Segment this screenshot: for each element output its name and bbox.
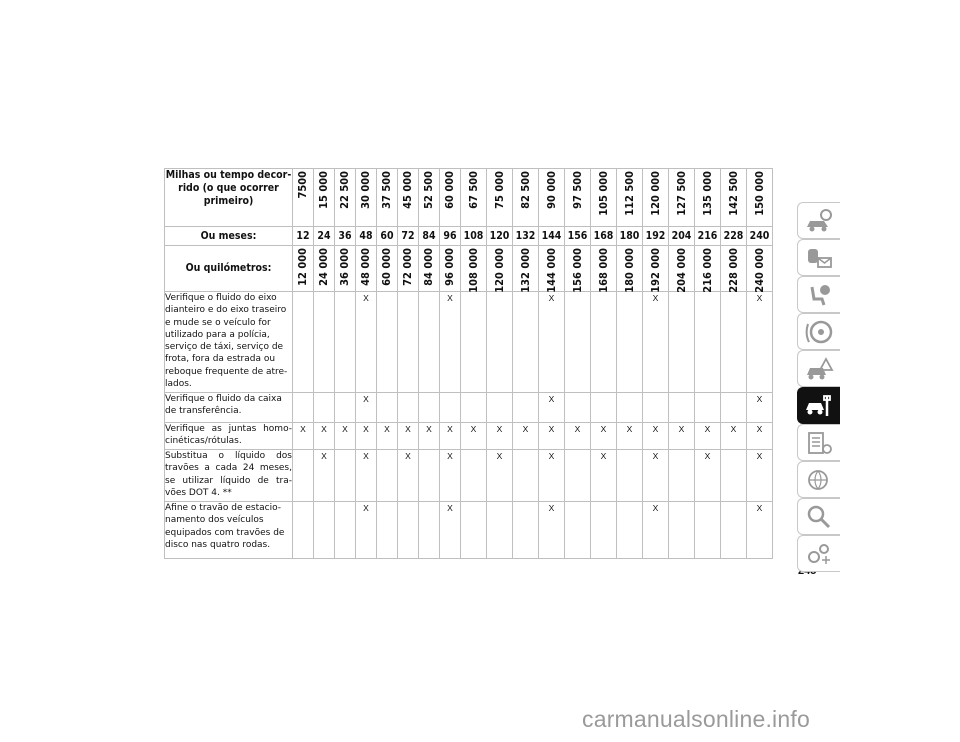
car-wrench-icon xyxy=(804,392,834,420)
chapter-tab[interactable] xyxy=(797,424,840,461)
service-mark: X xyxy=(314,450,335,502)
service-mark: X xyxy=(747,423,773,450)
km-value: 240 000 xyxy=(752,248,766,293)
service-mark xyxy=(314,292,335,393)
service-mark xyxy=(591,393,617,423)
months-value: 180 xyxy=(617,227,643,246)
service-mark xyxy=(591,292,617,393)
km-value: 60 000 xyxy=(380,248,393,286)
km-value: 168 000 xyxy=(596,248,610,293)
service-mark xyxy=(643,393,669,423)
chapter-tab[interactable] xyxy=(797,276,840,313)
service-mark: X xyxy=(747,450,773,502)
miles-value: 112 500 xyxy=(622,171,636,216)
service-mark xyxy=(565,292,591,393)
months-value: 156 xyxy=(565,227,591,246)
service-mark: X xyxy=(747,393,773,423)
km-header-cell xyxy=(721,246,747,292)
km-value: 12 000 xyxy=(296,248,309,286)
service-mark xyxy=(293,292,314,393)
service-mark xyxy=(695,393,721,423)
service-mark xyxy=(398,502,419,559)
miles-value: 37 500 xyxy=(380,171,393,209)
service-mark: X xyxy=(539,450,565,502)
km-header-cell xyxy=(293,246,314,292)
service-mark: X xyxy=(314,423,335,450)
service-mark: X xyxy=(487,423,513,450)
service-mark: X xyxy=(461,423,487,450)
miles-header-cell xyxy=(539,169,565,227)
months-value: 48 xyxy=(356,227,377,246)
service-mark xyxy=(293,450,314,502)
months-value: 24 xyxy=(314,227,335,246)
service-mark xyxy=(669,292,695,393)
months-value: 144 xyxy=(539,227,565,246)
service-mark: X xyxy=(643,450,669,502)
miles-header-cell xyxy=(643,169,669,227)
task-description: Verifique as juntas homo-cinéticas/rótulas. xyxy=(165,423,293,450)
chapter-tab[interactable] xyxy=(797,313,840,350)
service-mark: X xyxy=(695,450,721,502)
km-header-cell xyxy=(419,246,440,292)
miles-header-cell xyxy=(487,169,513,227)
miles-value: 82 500 xyxy=(518,171,532,209)
km-header-row xyxy=(165,246,773,292)
service-mark xyxy=(461,393,487,423)
miles-header-cell xyxy=(617,169,643,227)
miles-header-cell xyxy=(747,169,773,227)
service-mark: X xyxy=(440,450,461,502)
service-mark xyxy=(293,393,314,423)
service-mark xyxy=(721,450,747,502)
service-mark xyxy=(617,502,643,559)
service-mark xyxy=(669,450,695,502)
miles-header-cell xyxy=(293,169,314,227)
service-mark: X xyxy=(335,423,356,450)
magnifier-icon xyxy=(804,503,834,531)
miles-header-cell xyxy=(565,169,591,227)
km-header-cell xyxy=(314,246,335,292)
service-mark xyxy=(377,393,398,423)
miles-value: 22 500 xyxy=(338,171,351,209)
km-value: 144 000 xyxy=(544,248,558,293)
months-value: 192 xyxy=(643,227,669,246)
months-header-label: Ou meses: xyxy=(165,227,293,246)
service-mark xyxy=(487,502,513,559)
service-mark: X xyxy=(487,450,513,502)
miles-header-cell xyxy=(377,169,398,227)
service-mark: X xyxy=(377,423,398,450)
seat-airbag-icon xyxy=(804,281,834,309)
service-mark xyxy=(419,393,440,423)
service-mark xyxy=(565,450,591,502)
service-mark xyxy=(461,502,487,559)
km-value: 120 000 xyxy=(492,248,506,293)
km-value: 228 000 xyxy=(726,248,740,293)
service-mark xyxy=(335,393,356,423)
km-header-cell xyxy=(695,246,721,292)
miles-header-cell xyxy=(356,169,377,227)
miles-value: 7500 xyxy=(296,171,309,199)
miles-value: 67 500 xyxy=(466,171,480,209)
service-mark xyxy=(335,502,356,559)
service-mark xyxy=(513,502,539,559)
miles-header-cell xyxy=(419,169,440,227)
service-mark xyxy=(377,292,398,393)
service-mark xyxy=(335,450,356,502)
task-description: Verifique o fluido do eixo dianteiro e do eixo traseiro e mude se o veículo for utilizado para a polícia, serviço de táxi, serviço de frota, fora da estrada ou reboque frequente de atre-lados. xyxy=(165,292,293,393)
service-mark xyxy=(513,292,539,393)
miles-value: 120 000 xyxy=(648,171,662,216)
miles-value: 45 000 xyxy=(401,171,414,209)
km-value: 216 000 xyxy=(700,248,714,293)
car-key-envelope-icon xyxy=(804,244,834,272)
months-value: 120 xyxy=(487,227,513,246)
service-mark xyxy=(335,292,356,393)
months-value: 168 xyxy=(591,227,617,246)
km-value: 108 000 xyxy=(466,248,480,293)
service-mark: X xyxy=(591,423,617,450)
months-value: 36 xyxy=(335,227,356,246)
miles-header-row xyxy=(165,169,773,227)
service-mark: X xyxy=(356,502,377,559)
km-header-cell xyxy=(747,246,773,292)
service-mark xyxy=(617,292,643,393)
service-mark: X xyxy=(747,502,773,559)
chapter-tab[interactable] xyxy=(797,535,840,572)
miles-value: 15 000 xyxy=(317,171,330,209)
service-mark: X xyxy=(643,423,669,450)
table-row xyxy=(165,450,773,502)
miles-value: 90 000 xyxy=(544,171,558,209)
km-value: 36 000 xyxy=(338,248,351,286)
km-value: 132 000 xyxy=(518,248,532,293)
months-value: 132 xyxy=(513,227,539,246)
service-mark xyxy=(461,292,487,393)
task-description: Afine o travão de estacio-namento dos veículos equipados com travões de disco nas quatro rodas. xyxy=(165,502,293,559)
km-value: 156 000 xyxy=(570,248,584,293)
months-header-row xyxy=(165,227,773,246)
miles-header-cell xyxy=(314,169,335,227)
miles-header-cell xyxy=(591,169,617,227)
km-header-cell xyxy=(487,246,513,292)
service-mark: X xyxy=(440,502,461,559)
service-mark: X xyxy=(398,423,419,450)
km-header-cell xyxy=(669,246,695,292)
km-header-cell xyxy=(643,246,669,292)
months-value: 108 xyxy=(461,227,487,246)
steering-wheel-icon xyxy=(804,318,834,346)
service-mark xyxy=(314,393,335,423)
table-row xyxy=(165,292,773,393)
maintenance-table xyxy=(164,168,773,559)
chapter-tab[interactable] xyxy=(797,498,840,535)
km-value: 96 000 xyxy=(443,248,456,286)
table-row xyxy=(165,423,773,450)
service-mark xyxy=(513,393,539,423)
service-mark: X xyxy=(539,393,565,423)
service-mark xyxy=(440,393,461,423)
service-mark: X xyxy=(591,450,617,502)
service-mark xyxy=(721,393,747,423)
service-mark: X xyxy=(356,292,377,393)
service-mark: X xyxy=(643,502,669,559)
service-mark: X xyxy=(356,393,377,423)
km-value: 84 000 xyxy=(422,248,435,286)
service-mark xyxy=(721,502,747,559)
km-header-label: Ou quilómetros: xyxy=(165,246,293,292)
miles-value: 135 000 xyxy=(700,171,714,216)
miles-value: 30 000 xyxy=(359,171,372,209)
chapter-tab[interactable] xyxy=(797,350,840,387)
miles-header-cell xyxy=(669,169,695,227)
service-mark: X xyxy=(398,450,419,502)
service-mark: X xyxy=(695,423,721,450)
km-header-cell xyxy=(617,246,643,292)
miles-value: 60 000 xyxy=(443,171,456,209)
miles-value: 97 500 xyxy=(570,171,584,209)
service-mark: X xyxy=(440,423,461,450)
miles-value: 75 000 xyxy=(492,171,506,209)
miles-value: 52 500 xyxy=(422,171,435,209)
service-mark xyxy=(419,450,440,502)
months-value: 84 xyxy=(419,227,440,246)
miles-value: 142 500 xyxy=(726,171,740,216)
service-mark xyxy=(314,502,335,559)
miles-header-cell xyxy=(461,169,487,227)
service-mark xyxy=(461,450,487,502)
miles-value: 105 000 xyxy=(596,171,610,216)
km-header-cell xyxy=(440,246,461,292)
service-mark xyxy=(513,450,539,502)
chapter-tab[interactable] xyxy=(797,461,840,498)
service-mark: X xyxy=(356,450,377,502)
km-value: 48 000 xyxy=(359,248,372,286)
km-value: 72 000 xyxy=(401,248,414,286)
service-mark xyxy=(669,502,695,559)
months-value: 228 xyxy=(721,227,747,246)
service-mark: X xyxy=(356,423,377,450)
globe-phone-icon xyxy=(804,466,834,494)
km-value: 24 000 xyxy=(317,248,330,286)
service-mark xyxy=(293,502,314,559)
km-header-cell xyxy=(461,246,487,292)
service-mark: X xyxy=(293,423,314,450)
service-mark xyxy=(721,292,747,393)
months-value: 216 xyxy=(695,227,721,246)
table-row xyxy=(165,502,773,559)
service-mark xyxy=(591,502,617,559)
km-header-cell xyxy=(565,246,591,292)
chapter-tab-active[interactable] xyxy=(797,387,840,424)
service-mark: X xyxy=(747,292,773,393)
service-mark xyxy=(419,292,440,393)
service-mark xyxy=(419,502,440,559)
km-header-cell xyxy=(539,246,565,292)
miles-header-cell xyxy=(398,169,419,227)
km-header-cell xyxy=(513,246,539,292)
service-mark xyxy=(398,292,419,393)
months-value: 72 xyxy=(398,227,419,246)
service-mark xyxy=(398,393,419,423)
miles-header-cell xyxy=(721,169,747,227)
service-mark xyxy=(695,502,721,559)
km-header-cell xyxy=(591,246,617,292)
service-mark xyxy=(487,393,513,423)
service-mark xyxy=(377,450,398,502)
miles-header-cell xyxy=(440,169,461,227)
service-mark: X xyxy=(539,423,565,450)
chapter-tab[interactable] xyxy=(797,239,840,276)
service-mark: X xyxy=(721,423,747,450)
service-mark: X xyxy=(440,292,461,393)
chapter-tab[interactable] xyxy=(797,202,840,239)
months-value: 240 xyxy=(747,227,773,246)
km-header-cell xyxy=(356,246,377,292)
service-mark: X xyxy=(539,502,565,559)
car-warning-icon xyxy=(804,355,834,383)
service-mark xyxy=(617,393,643,423)
km-header-cell xyxy=(377,246,398,292)
table-row xyxy=(165,393,773,423)
months-value: 12 xyxy=(293,227,314,246)
months-value: 204 xyxy=(669,227,695,246)
service-mark: X xyxy=(539,292,565,393)
service-mark xyxy=(669,393,695,423)
km-header-cell xyxy=(398,246,419,292)
km-value: 192 000 xyxy=(648,248,662,293)
watermark-text: carmanualsonline.info xyxy=(582,706,810,732)
miles-header-label: Milhas ou tempo decor-rido (o que ocorrer primeiro) xyxy=(165,169,293,227)
km-value: 204 000 xyxy=(674,248,688,293)
service-mark: X xyxy=(565,423,591,450)
service-mark xyxy=(617,450,643,502)
miles-header-cell xyxy=(695,169,721,227)
task-description: Substitua o líquido dos travões a cada 24 meses, se utilizar líquido de tra-vões DOT 4. ** xyxy=(165,450,293,502)
service-mark: X xyxy=(419,423,440,450)
car-gauge-icon xyxy=(804,207,834,235)
service-mark: X xyxy=(669,423,695,450)
service-mark xyxy=(565,393,591,423)
miles-value: 150 000 xyxy=(752,171,766,216)
months-value: 96 xyxy=(440,227,461,246)
miles-value: 127 500 xyxy=(674,171,688,216)
km-value: 180 000 xyxy=(622,248,636,293)
service-mark xyxy=(487,292,513,393)
km-header-cell xyxy=(335,246,356,292)
miles-header-cell xyxy=(513,169,539,227)
service-mark xyxy=(695,292,721,393)
language-gears-icon xyxy=(804,540,834,568)
service-mark: X xyxy=(643,292,669,393)
miles-header-cell xyxy=(335,169,356,227)
task-description: Verifique o fluido da caixa de transferência. xyxy=(165,393,293,423)
service-mark xyxy=(565,502,591,559)
service-mark xyxy=(377,502,398,559)
specifications-list-icon xyxy=(804,429,834,457)
service-mark: X xyxy=(513,423,539,450)
months-value: 60 xyxy=(377,227,398,246)
service-mark: X xyxy=(617,423,643,450)
